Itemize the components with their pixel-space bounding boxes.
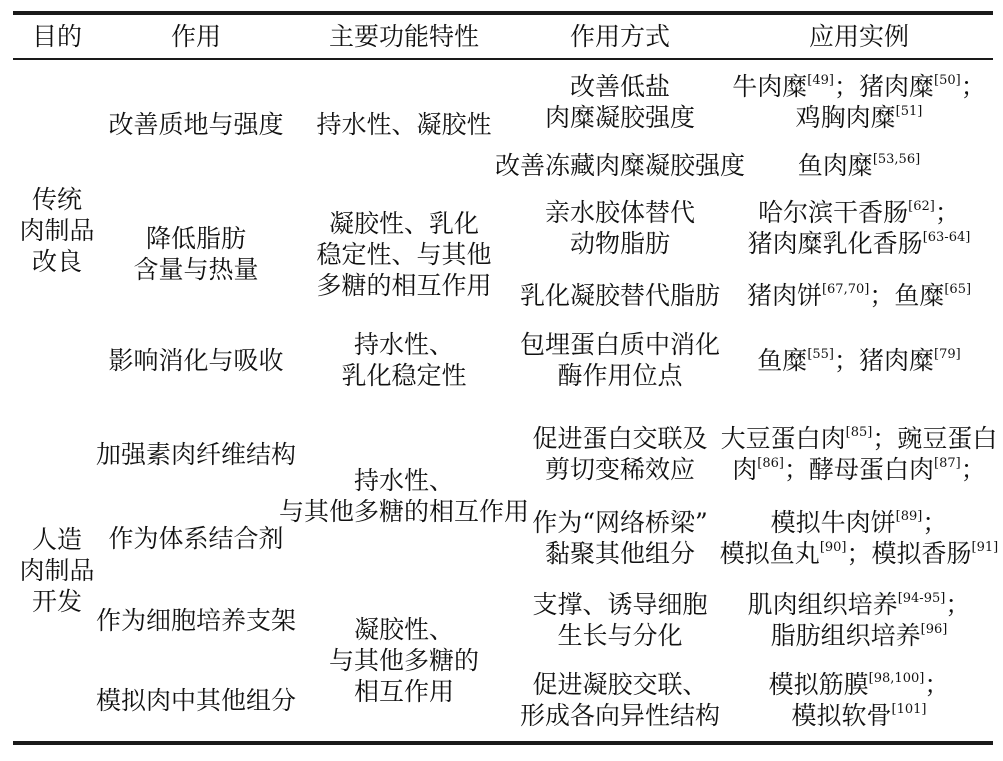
cell-line: 形成各向异性结构 xyxy=(519,701,720,730)
cell-text xyxy=(748,589,971,651)
citation-ref: [89] xyxy=(895,509,923,524)
example-text: 猪肉糜乳化香肠 xyxy=(747,229,923,258)
cell-text xyxy=(19,184,94,277)
cell-text xyxy=(721,423,998,485)
cell-line: 相互作用 xyxy=(353,676,454,706)
cell-line: 降低脂肪 xyxy=(145,224,246,253)
cell-line: 人造 xyxy=(31,524,82,554)
cell-text xyxy=(329,614,479,707)
citation-ref: [49] xyxy=(807,73,834,88)
cell-line: 生长与分化 xyxy=(557,621,683,650)
role-cell xyxy=(101,496,291,580)
example-text: ； xyxy=(922,508,948,537)
cell-line: 传统 xyxy=(31,184,82,214)
citation-ref: [94-95] xyxy=(897,591,946,606)
example-cell xyxy=(719,496,999,580)
mode-cell xyxy=(517,320,723,400)
cell-text xyxy=(316,208,491,301)
example-cell xyxy=(723,320,995,400)
example-text: ； xyxy=(960,72,986,101)
cell-line: 作为体系结合剂 xyxy=(108,523,284,553)
example-text: ；猪肉糜 xyxy=(834,345,935,375)
feature-cell xyxy=(291,580,517,740)
header-features: 主要功能特性 xyxy=(328,22,479,51)
cell-text xyxy=(732,71,985,133)
cell-text xyxy=(19,524,94,617)
feature-cell xyxy=(279,412,530,580)
citation-ref: [51] xyxy=(895,104,923,119)
header-mode: 作用方式 xyxy=(569,22,670,51)
example-text: 鱼肉糜 xyxy=(797,150,873,180)
feature-cell xyxy=(291,320,517,400)
cell-line: 包埋蛋白质中消化 xyxy=(519,330,720,359)
role-cell xyxy=(101,60,291,188)
cell-text xyxy=(532,589,707,651)
header-role: 作用 xyxy=(170,22,221,51)
cell-line: 支撑、诱导细胞 xyxy=(532,590,708,619)
mode-cell xyxy=(517,660,723,740)
cell-text xyxy=(108,345,283,376)
cell-text xyxy=(96,439,296,470)
role-cell xyxy=(96,412,297,496)
example-text: 模拟筋膜 xyxy=(768,670,869,699)
example-cell xyxy=(723,270,995,320)
cell-line: 作为“网络桥梁” xyxy=(532,508,708,537)
citation-ref: [101] xyxy=(891,702,927,717)
example-line xyxy=(732,71,985,102)
citation-ref: [98,100] xyxy=(868,671,925,686)
example-text: 模拟牛肉饼 xyxy=(770,508,896,537)
cell-line: 影响消化与吸收 xyxy=(108,345,284,375)
example-line xyxy=(757,345,960,376)
cell-line: 亲水胶体替代 xyxy=(544,198,695,227)
citation-ref: [91] xyxy=(971,540,999,555)
example-line xyxy=(721,454,998,485)
citation-ref: [79] xyxy=(934,346,961,362)
example-text: 哈尔滨干香肠 xyxy=(758,198,909,227)
example-cell xyxy=(723,186,995,270)
cell-line: 多糖的相互作用 xyxy=(316,270,492,300)
role-cell xyxy=(101,188,291,320)
cell-text xyxy=(532,423,707,485)
citation-ref: [55] xyxy=(807,346,834,362)
citation-ref: [90] xyxy=(819,540,847,555)
cell-line: 凝胶性、 xyxy=(353,614,454,644)
citation-ref: [53,56] xyxy=(872,151,921,167)
cell-line: 开发 xyxy=(31,586,82,616)
cell-line: 促进蛋白交联及 xyxy=(532,424,708,453)
cell-text xyxy=(520,329,720,391)
example-line xyxy=(748,620,971,651)
example-line xyxy=(720,507,998,538)
example-line xyxy=(747,280,971,311)
example-text: 肌肉组织培养 xyxy=(747,590,898,619)
citation-ref: [86] xyxy=(757,456,784,471)
mode-cell xyxy=(517,186,723,270)
header-purpose: 目的 xyxy=(31,22,82,51)
cell-line: 与其他多糖的 xyxy=(328,645,479,675)
citation-ref: [65] xyxy=(944,281,972,297)
cell-text xyxy=(520,669,720,731)
example-line xyxy=(748,589,971,620)
cell-line: 凝胶性、乳化 xyxy=(328,208,479,238)
cell-text xyxy=(748,197,971,259)
cell-line: 乳化凝胶替代脂肪 xyxy=(519,280,720,310)
cell-text xyxy=(545,197,695,259)
cell-line: 改善质地与强度 xyxy=(108,109,284,139)
cell-line: 促进凝胶交联、 xyxy=(532,670,708,699)
example-line xyxy=(798,150,920,181)
cell-line: 作为细胞培养支架 xyxy=(96,605,297,635)
cell-text xyxy=(108,523,283,554)
example-text: 肉 xyxy=(732,455,758,484)
citation-ref: [87] xyxy=(934,456,961,471)
example-text: 鸡胸肉糜 xyxy=(795,103,896,132)
citation-ref: [63-64] xyxy=(922,230,971,245)
mode-cell xyxy=(517,60,723,144)
cell-text xyxy=(133,223,258,285)
example-line xyxy=(720,538,998,569)
cell-line: 加强素肉纤维结构 xyxy=(96,439,297,469)
cell-text xyxy=(798,150,920,181)
table-bottom-rule xyxy=(13,741,993,745)
cell-line: 持水性、凝胶性 xyxy=(316,109,492,139)
citation-ref: [85] xyxy=(845,425,873,440)
cell-line: 模拟肉中其他组分 xyxy=(96,685,297,715)
mode-cell xyxy=(517,580,723,660)
feature-cell xyxy=(291,60,517,188)
example-text: 猪肉饼 xyxy=(746,280,822,310)
cell-line: 酶作用位点 xyxy=(557,361,683,390)
citation-ref: [96] xyxy=(920,622,948,637)
example-text: 模拟软骨 xyxy=(791,701,892,730)
cell-text xyxy=(520,280,720,311)
example-text: ；豌豆蛋白 xyxy=(872,424,998,453)
cell-text xyxy=(96,685,296,716)
mode-cell xyxy=(517,270,723,320)
cell-text xyxy=(316,109,491,140)
example-cell xyxy=(723,60,995,144)
example-line xyxy=(748,228,971,259)
cell-line: 稳定性、与其他 xyxy=(316,239,492,269)
role-cell xyxy=(96,580,297,660)
cell-line: 剪切变稀效应 xyxy=(544,455,695,484)
example-line xyxy=(721,423,998,454)
example-line xyxy=(769,669,950,700)
example-line xyxy=(769,700,950,731)
cell-line: 持水性、 xyxy=(353,330,454,359)
example-text: 牛肉糜 xyxy=(732,72,808,101)
example-text: ； xyxy=(934,198,960,227)
cell-text xyxy=(341,329,466,391)
cell-text xyxy=(720,507,998,569)
purpose-cell xyxy=(13,60,101,400)
cell-line: 肉制品 xyxy=(19,215,95,245)
cell-text xyxy=(96,605,296,636)
purpose-cell xyxy=(13,400,101,740)
mode-cell xyxy=(517,412,723,496)
cell-text xyxy=(757,345,960,376)
example-text: ； xyxy=(924,670,950,699)
cell-line: 改善冻藏肉糜凝胶强度 xyxy=(495,150,746,180)
cell-line: 与其他多糖的相互作用 xyxy=(279,497,530,526)
example-cell xyxy=(723,144,995,186)
example-text: 大豆蛋白肉 xyxy=(720,424,846,453)
citation-ref: [62] xyxy=(908,199,935,214)
example-text: ； xyxy=(945,590,971,619)
feature-cell xyxy=(291,188,517,320)
citation-ref: [50] xyxy=(934,73,961,88)
role-cell xyxy=(101,320,291,400)
mode-cell xyxy=(517,496,723,580)
example-text: 脂肪组织培养 xyxy=(770,621,921,650)
citation-ref: [67,70] xyxy=(821,281,870,297)
cell-line: 动物脂肪 xyxy=(569,229,670,258)
cell-text xyxy=(495,150,745,181)
cell-text xyxy=(545,71,695,133)
example-text: ；酵母蛋白肉 xyxy=(783,455,934,484)
example-text: ；猪肉糜 xyxy=(833,72,934,101)
cell-line: 改良 xyxy=(31,246,82,276)
cell-line: 肉糜凝胶强度 xyxy=(544,103,695,132)
cell-text xyxy=(769,669,950,731)
example-cell xyxy=(723,660,995,740)
cell-line: 乳化稳定性 xyxy=(341,361,467,390)
cell-text xyxy=(747,280,971,311)
example-line xyxy=(748,197,971,228)
example-line xyxy=(732,102,985,133)
example-text: 鱼糜 xyxy=(757,345,808,375)
example-cell xyxy=(723,580,995,660)
role-cell xyxy=(96,660,297,740)
cell-line: 持水性、 xyxy=(354,466,455,495)
example-text: ；模拟香肠 xyxy=(846,539,972,568)
mode-cell xyxy=(495,144,746,186)
example-text: ；鱼糜 xyxy=(869,280,945,310)
cell-line: 含量与热量 xyxy=(133,255,259,284)
cell-text xyxy=(532,507,708,569)
example-cell xyxy=(720,412,998,496)
cell-text xyxy=(108,109,283,140)
example-text: ； xyxy=(960,455,986,484)
cell-text xyxy=(279,465,529,527)
header-examples: 应用实例 xyxy=(808,22,909,51)
cell-line: 黏聚其他组分 xyxy=(544,539,695,568)
example-text: 模拟鱼丸 xyxy=(719,539,820,568)
cell-line: 改善低盐 xyxy=(569,72,670,101)
cell-line: 肉制品 xyxy=(19,555,95,585)
